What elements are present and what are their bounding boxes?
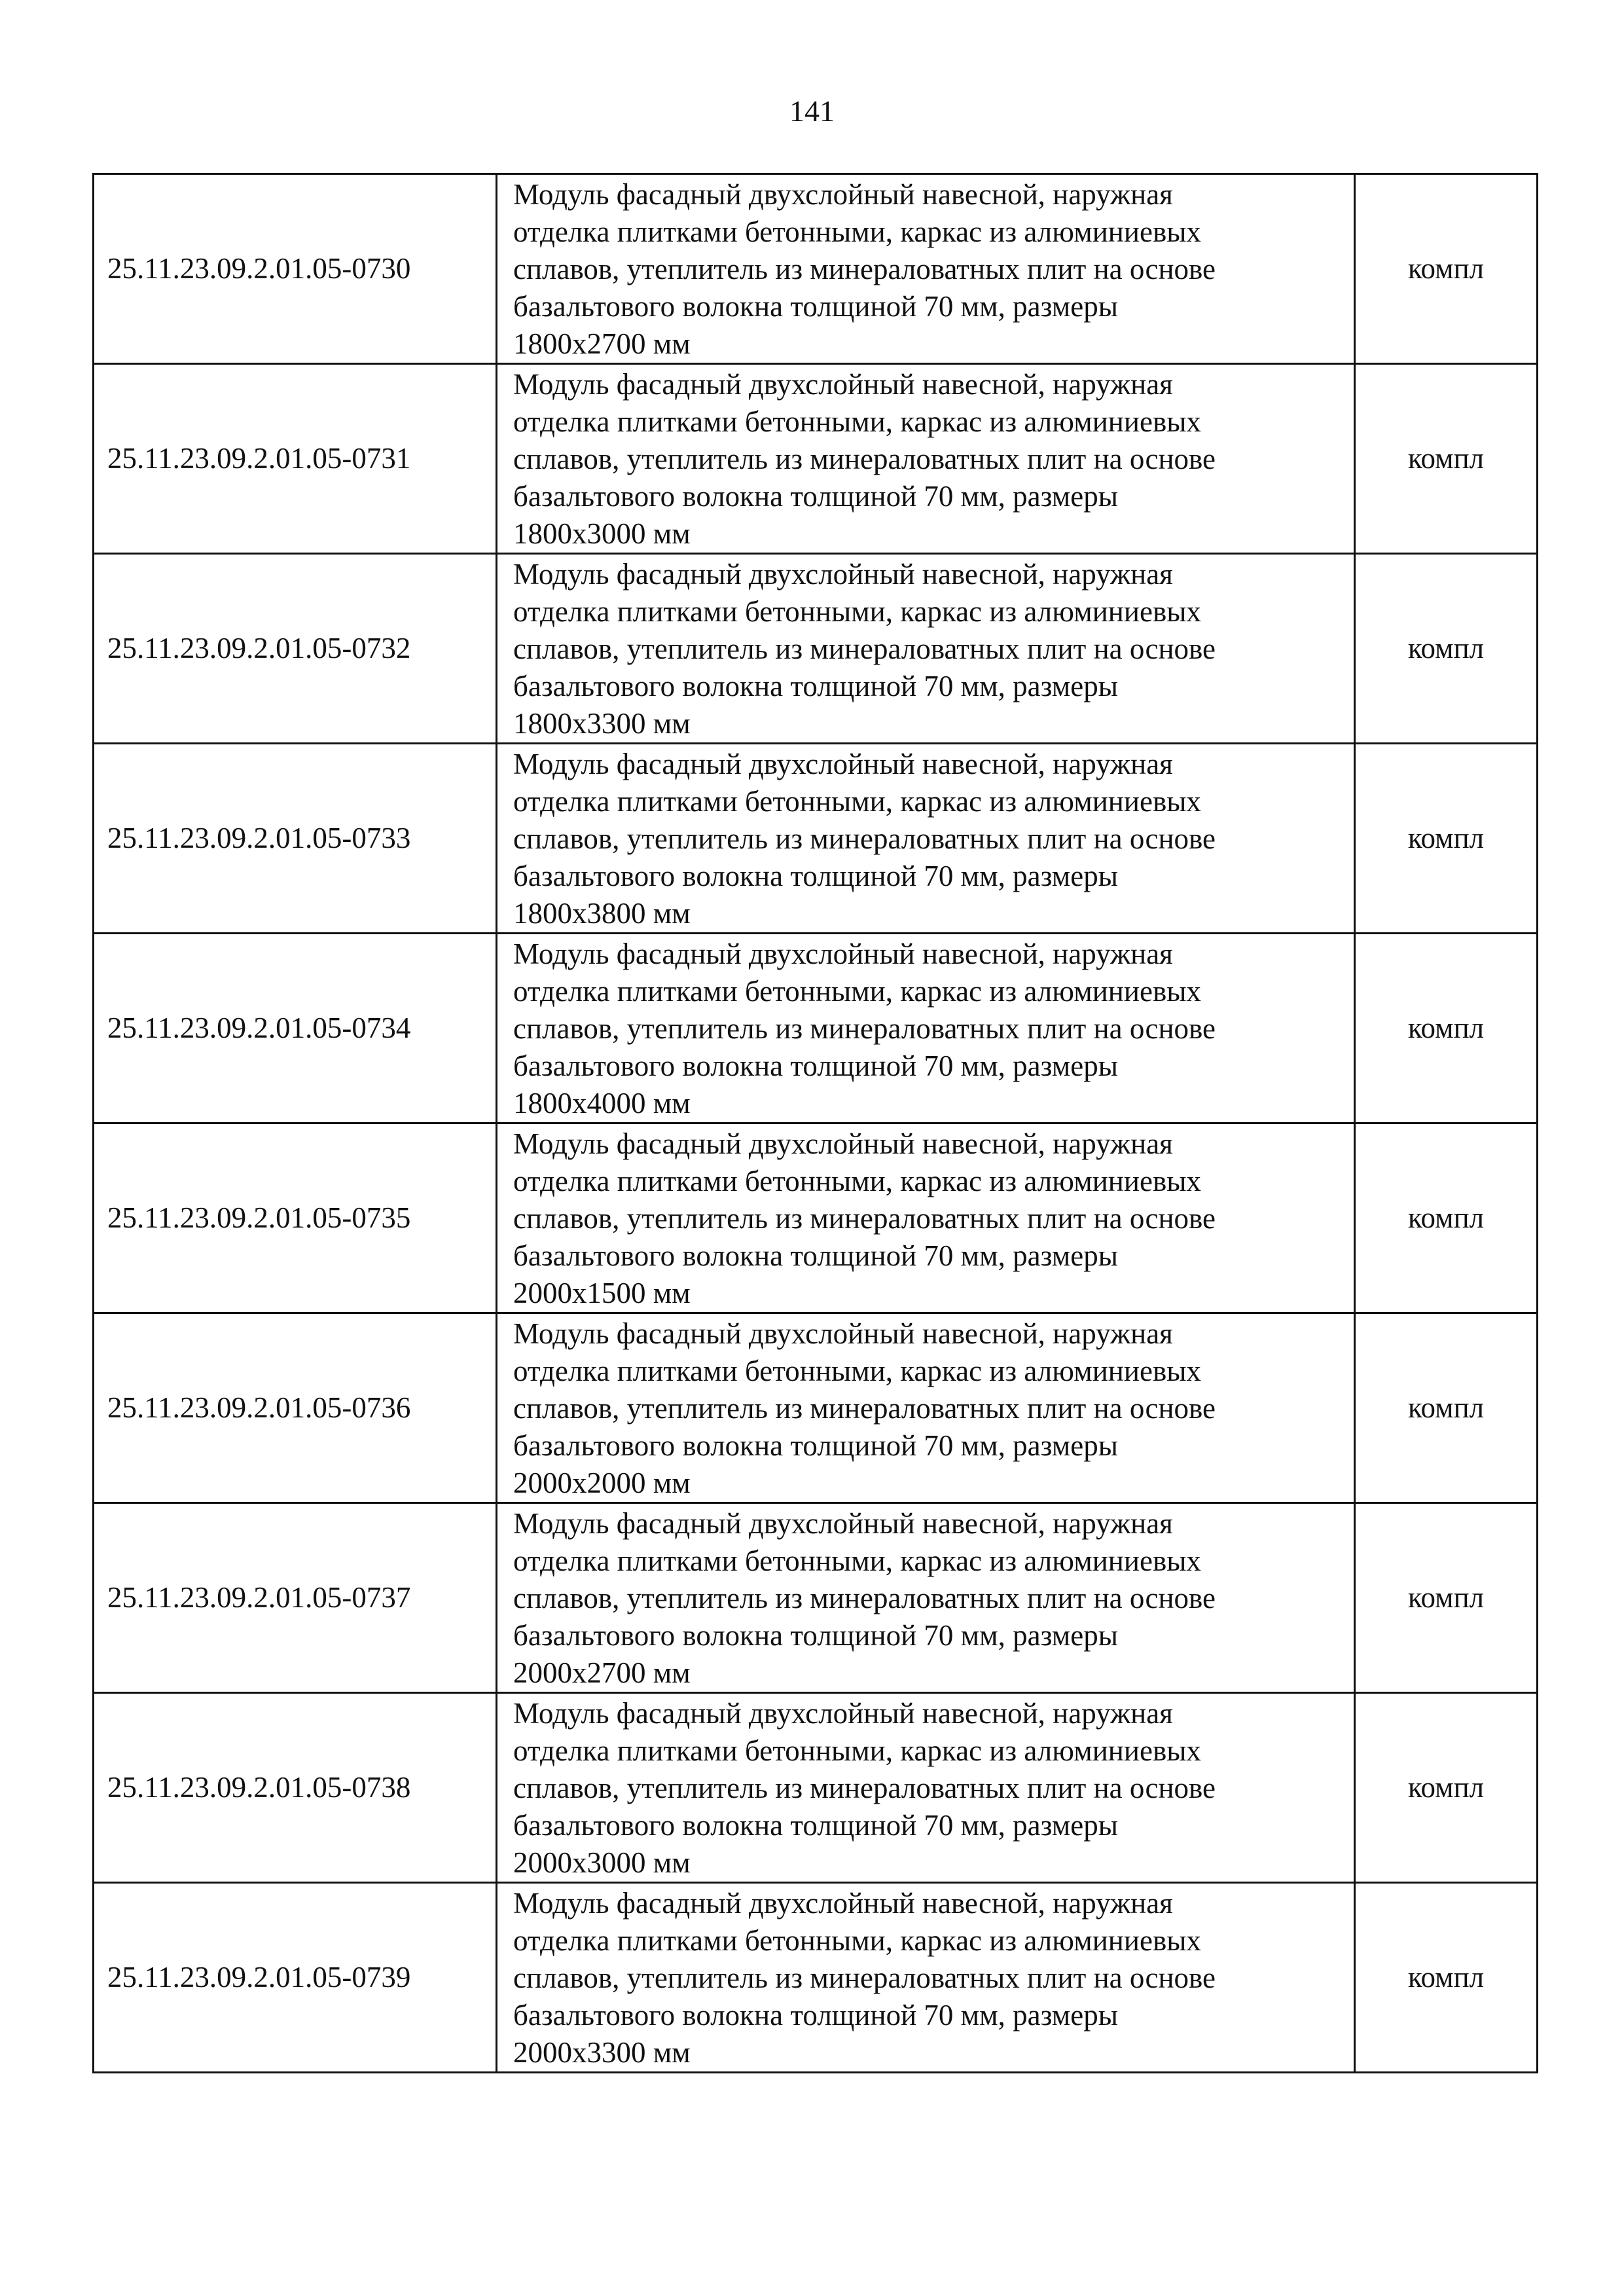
table-row bbox=[94, 174, 1538, 364]
resource-code: 25.11.23.09.2.01.05-0731 bbox=[94, 364, 497, 554]
resource-code: 25.11.23.09.2.01.05-0732 bbox=[94, 554, 497, 744]
unit-of-measure: компл bbox=[1355, 1503, 1538, 1693]
description-line: сплавов, утеплитель из минераловатных плит на основе bbox=[513, 1392, 1216, 1425]
description-line: 1800x4000 мм bbox=[513, 1087, 691, 1120]
description-line: базальтового волокна толщиной 70 мм, размеры bbox=[513, 1049, 1118, 1082]
unit-of-measure: компл bbox=[1355, 554, 1538, 744]
description-line: отделка плитками бетонными, каркас из алюминиевых bbox=[513, 1544, 1201, 1577]
description-line: базальтового волокна толщиной 70 мм, размеры bbox=[513, 1809, 1118, 1842]
description-line: отделка плитками бетонными, каркас из алюминиевых bbox=[513, 215, 1201, 248]
table-row bbox=[94, 1693, 1538, 1883]
description-line: отделка плитками бетонными, каркас из алюминиевых bbox=[513, 595, 1201, 628]
resource-code: 25.11.23.09.2.01.05-0734 bbox=[94, 934, 497, 1123]
unit-of-measure: компл bbox=[1355, 1123, 1538, 1313]
description-line: отделка плитками бетонными, каркас из алюминиевых bbox=[513, 405, 1201, 438]
description-line: Модуль фасадный двухслойный навесной, наружная bbox=[513, 938, 1173, 970]
description-line: сплавов, утеплитель из минераловатных плит на основе bbox=[513, 443, 1216, 475]
description-line: Модуль фасадный двухслойный навесной, наружная bbox=[513, 368, 1173, 401]
description-line: 2000x3300 мм bbox=[513, 2036, 691, 2069]
resource-description bbox=[497, 1503, 1355, 1693]
description-line: отделка плитками бетонными, каркас из алюминиевых bbox=[513, 1165, 1201, 1197]
description-line: Модуль фасадный двухслойный навесной, наружная bbox=[513, 178, 1173, 211]
description-line: Модуль фасадный двухслойный навесной, наружная bbox=[513, 558, 1173, 591]
description-line: 1800x3300 мм bbox=[513, 707, 691, 740]
resource-description bbox=[497, 554, 1355, 744]
table-row bbox=[94, 364, 1538, 554]
description-line: сплавов, утеплитель из минераловатных плит на основе bbox=[513, 822, 1216, 855]
description-line: базальтового волокна толщиной 70 мм, размеры bbox=[513, 1999, 1118, 2032]
description-line: Модуль фасадный двухслойный навесной, наружная bbox=[513, 1317, 1173, 1350]
resource-description bbox=[497, 744, 1355, 934]
table-row bbox=[94, 1313, 1538, 1503]
unit-of-measure: компл bbox=[1355, 934, 1538, 1123]
catalog-table-body bbox=[94, 174, 1538, 2073]
description-line: сплавов, утеплитель из минераловатных плит на основе bbox=[513, 1202, 1216, 1235]
unit-of-measure: компл bbox=[1355, 174, 1538, 364]
unit-of-measure: компл bbox=[1355, 1693, 1538, 1883]
description-line: сплавов, утеплитель из минераловатных плит на основе bbox=[513, 1772, 1216, 1804]
description-line: сплавов, утеплитель из минераловатных плит на основе bbox=[513, 1961, 1216, 1994]
description-line: сплавов, утеплитель из минераловатных плит на основе bbox=[513, 253, 1216, 285]
resource-description bbox=[497, 1693, 1355, 1883]
description-line: сплавов, утеплитель из минераловатных плит на основе bbox=[513, 1582, 1216, 1614]
description-line: 1800x3000 мм bbox=[513, 517, 691, 550]
description-line: отделка плитками бетонными, каркас из алюминиевых bbox=[513, 975, 1201, 1008]
description-line: 1800x3800 мм bbox=[513, 897, 691, 930]
description-line: Модуль фасадный двухслойный навесной, наружная bbox=[513, 1697, 1173, 1730]
resource-code: 25.11.23.09.2.01.05-0733 bbox=[94, 744, 497, 934]
unit-of-measure: компл bbox=[1355, 1883, 1538, 2073]
table-row bbox=[94, 1503, 1538, 1693]
table-row bbox=[94, 1883, 1538, 2073]
resource-code: 25.11.23.09.2.01.05-0737 bbox=[94, 1503, 497, 1693]
resource-description bbox=[497, 934, 1355, 1123]
description-line: 2000x1500 мм bbox=[513, 1277, 691, 1309]
description-line: Модуль фасадный двухслойный навесной, наружная bbox=[513, 1887, 1173, 1920]
description-line: Модуль фасадный двухслойный навесной, наружная bbox=[513, 748, 1173, 780]
description-line: сплавов, утеплитель из минераловатных плит на основе bbox=[513, 1012, 1216, 1045]
resource-description bbox=[497, 1123, 1355, 1313]
description-line: сплавов, утеплитель из минераловатных плит на основе bbox=[513, 632, 1216, 665]
description-line: базальтового волокна толщиной 70 мм, размеры bbox=[513, 1619, 1118, 1652]
description-line: отделка плитками бетонными, каркас из алюминиевых bbox=[513, 1924, 1201, 1957]
description-line: базальтового волокна толщиной 70 мм, размеры bbox=[513, 860, 1118, 892]
resource-description bbox=[497, 174, 1355, 364]
description-line: 2000x3000 мм bbox=[513, 1846, 691, 1879]
description-line: отделка плитками бетонными, каркас из алюминиевых bbox=[513, 1355, 1201, 1387]
description-line: Модуль фасадный двухслойный навесной, наружная bbox=[513, 1127, 1173, 1160]
table-row bbox=[94, 934, 1538, 1123]
description-line: 2000x2000 мм bbox=[513, 1467, 691, 1499]
table-row bbox=[94, 554, 1538, 744]
description-line: базальтового волокна толщиной 70 мм, размеры bbox=[513, 1239, 1118, 1272]
resource-description bbox=[497, 364, 1355, 554]
resource-code: 25.11.23.09.2.01.05-0739 bbox=[94, 1883, 497, 2073]
resource-code: 25.11.23.09.2.01.05-0738 bbox=[94, 1693, 497, 1883]
description-line: отделка плитками бетонными, каркас из алюминиевых bbox=[513, 785, 1201, 818]
resource-description bbox=[497, 1883, 1355, 2073]
description-line: базальтового волокна толщиной 70 мм, размеры bbox=[513, 670, 1118, 702]
description-line: базальтового волокна толщиной 70 мм, размеры bbox=[513, 480, 1118, 513]
resource-description bbox=[497, 1313, 1355, 1503]
unit-of-measure: компл bbox=[1355, 744, 1538, 934]
table-row bbox=[94, 744, 1538, 934]
table-row bbox=[94, 1123, 1538, 1313]
description-line: 2000x2700 мм bbox=[513, 1656, 691, 1689]
resource-code: 25.11.23.09.2.01.05-0736 bbox=[94, 1313, 497, 1503]
resource-code: 25.11.23.09.2.01.05-0735 bbox=[94, 1123, 497, 1313]
description-line: отделка плитками бетонными, каркас из алюминиевых bbox=[513, 1734, 1201, 1767]
catalog-table bbox=[92, 173, 1538, 2073]
unit-of-measure: компл bbox=[1355, 364, 1538, 554]
description-line: Модуль фасадный двухслойный навесной, наружная bbox=[513, 1507, 1173, 1540]
page-number: 141 bbox=[789, 94, 835, 128]
description-line: базальтового волокна толщиной 70 мм, размеры bbox=[513, 290, 1118, 323]
unit-of-measure: компл bbox=[1355, 1313, 1538, 1503]
description-line: базальтового волокна толщиной 70 мм, размеры bbox=[513, 1429, 1118, 1462]
resource-code: 25.11.23.09.2.01.05-0730 bbox=[94, 174, 497, 364]
description-line: 1800x2700 мм bbox=[513, 327, 691, 360]
